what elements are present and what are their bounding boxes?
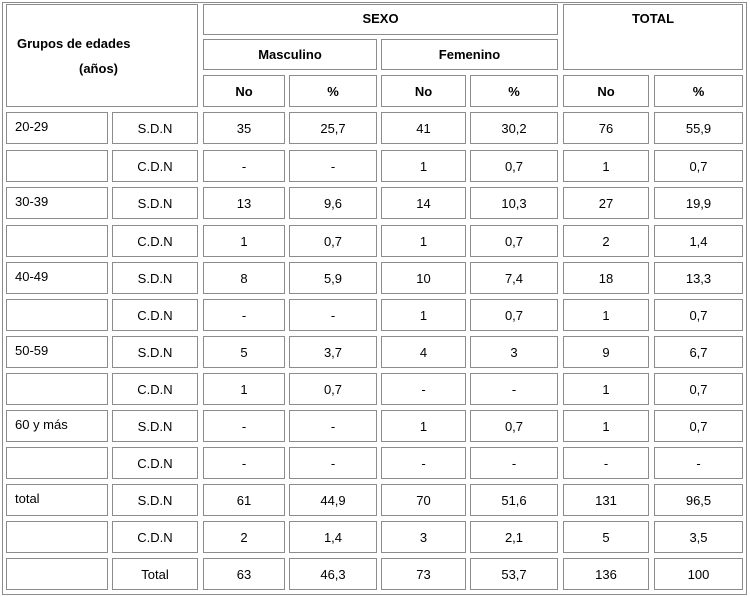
cell-group <box>6 150 108 182</box>
cell-total-no: 136 <box>563 558 649 590</box>
cell-type: C.D.N <box>112 447 198 479</box>
cell-masculino-pct: - <box>289 299 377 331</box>
cell-type: C.D.N <box>112 225 198 257</box>
header-group-cell <box>6 4 198 107</box>
cell-femenino-pct: 0,7 <box>470 299 558 331</box>
cell-femenino-pct: 2,1 <box>470 521 558 553</box>
cell-total-pct: 100 <box>654 558 743 590</box>
cell-group <box>6 521 108 553</box>
cell-group: 20-29 <box>6 112 108 144</box>
cell-total-no: 1 <box>563 410 649 442</box>
cell-masculino-no: 1 <box>203 373 285 405</box>
cell-group <box>6 299 108 331</box>
cell-masculino-no: 61 <box>203 484 285 516</box>
cell-femenino-pct: 30,2 <box>470 112 558 144</box>
cell-type: S.D.N <box>112 262 198 294</box>
cell-total-pct: 0,7 <box>654 150 743 182</box>
cell-total-pct: 13,3 <box>654 262 743 294</box>
cell-femenino-no: 70 <box>381 484 466 516</box>
cell-group: 30-39 <box>6 187 108 219</box>
cell-type: S.D.N <box>112 112 198 144</box>
cell-type: S.D.N <box>112 187 198 219</box>
cell-total-pct: 0,7 <box>654 299 743 331</box>
cell-group: 60 y más <box>6 410 108 442</box>
cell-total-no: 1 <box>563 150 649 182</box>
header-total: TOTAL <box>563 4 743 70</box>
cell-masculino-pct: 0,7 <box>289 225 377 257</box>
cell-masculino-no: 13 <box>203 187 285 219</box>
cell-femenino-no: 4 <box>381 336 466 368</box>
cell-total-pct: 3,5 <box>654 521 743 553</box>
cell-femenino-no: 1 <box>381 299 466 331</box>
cell-femenino-no: 1 <box>381 225 466 257</box>
cell-masculino-no: - <box>203 447 285 479</box>
header-masculino-pct: % <box>289 75 377 107</box>
cell-femenino-pct: - <box>470 373 558 405</box>
cell-total-no: 76 <box>563 112 649 144</box>
cell-masculino-no: 2 <box>203 521 285 553</box>
cell-femenino-no: 41 <box>381 112 466 144</box>
header-masculino-no: No <box>203 75 285 107</box>
header-masculino: Masculino <box>203 39 377 70</box>
header-total-pct: % <box>654 75 743 107</box>
cell-total-no: 1 <box>563 373 649 405</box>
cell-total-pct: 0,7 <box>654 410 743 442</box>
header-group-label-line1: Grupos de edades <box>17 35 131 51</box>
cell-type: C.D.N <box>112 150 198 182</box>
cell-femenino-no: 73 <box>381 558 466 590</box>
cell-femenino-no: 1 <box>381 150 466 182</box>
cell-masculino-pct: 25,7 <box>289 112 377 144</box>
cell-total-no: 2 <box>563 225 649 257</box>
cell-total-pct: 0,7 <box>654 373 743 405</box>
cell-masculino-no: - <box>203 410 285 442</box>
cell-masculino-no: 35 <box>203 112 285 144</box>
cell-type: C.D.N <box>112 299 198 331</box>
cell-femenino-pct: 0,7 <box>470 150 558 182</box>
cell-masculino-pct: 3,7 <box>289 336 377 368</box>
cell-femenino-no: 14 <box>381 187 466 219</box>
cell-femenino-pct: 0,7 <box>470 225 558 257</box>
cell-masculino-no: 1 <box>203 225 285 257</box>
cell-femenino-pct: 53,7 <box>470 558 558 590</box>
cell-total-no: - <box>563 447 649 479</box>
header-total-no: No <box>563 75 649 107</box>
cell-masculino-pct: 0,7 <box>289 373 377 405</box>
cell-masculino-no: - <box>203 299 285 331</box>
cell-femenino-pct: 51,6 <box>470 484 558 516</box>
cell-total-pct: 19,9 <box>654 187 743 219</box>
cell-total-no: 9 <box>563 336 649 368</box>
cell-masculino-no: 63 <box>203 558 285 590</box>
cell-group <box>6 447 108 479</box>
cell-masculino-pct: - <box>289 150 377 182</box>
cell-type: S.D.N <box>112 410 198 442</box>
cell-masculino-pct: 44,9 <box>289 484 377 516</box>
cell-group <box>6 558 108 590</box>
cell-masculino-pct: 46,3 <box>289 558 377 590</box>
cell-group: total <box>6 484 108 516</box>
cell-group <box>6 373 108 405</box>
cell-total-no: 27 <box>563 187 649 219</box>
cell-total-no: 1 <box>563 299 649 331</box>
cell-total-no: 18 <box>563 262 649 294</box>
cell-group: 40-49 <box>6 262 108 294</box>
cell-masculino-no: 8 <box>203 262 285 294</box>
cell-total-no: 131 <box>563 484 649 516</box>
cell-total-pct: 6,7 <box>654 336 743 368</box>
cell-masculino-pct: 9,6 <box>289 187 377 219</box>
cell-masculino-pct: - <box>289 410 377 442</box>
cell-total-pct: 55,9 <box>654 112 743 144</box>
cell-femenino-pct: 3 <box>470 336 558 368</box>
cell-type: C.D.N <box>112 373 198 405</box>
cell-type: S.D.N <box>112 336 198 368</box>
cell-total-pct: - <box>654 447 743 479</box>
cell-femenino-no: - <box>381 373 466 405</box>
cell-type: Total <box>112 558 198 590</box>
header-group-label-line2: (años) <box>79 60 118 76</box>
cell-masculino-pct: 1,4 <box>289 521 377 553</box>
cell-femenino-pct: 0,7 <box>470 410 558 442</box>
cell-type: C.D.N <box>112 521 198 553</box>
cell-group: 50-59 <box>6 336 108 368</box>
header-femenino-pct: % <box>470 75 558 107</box>
cell-type: S.D.N <box>112 484 198 516</box>
cell-femenino-no: 10 <box>381 262 466 294</box>
header-femenino-no: No <box>381 75 466 107</box>
cell-masculino-no: - <box>203 150 285 182</box>
cell-femenino-no: 1 <box>381 410 466 442</box>
cell-femenino-pct: 10,3 <box>470 187 558 219</box>
cell-femenino-pct: - <box>470 447 558 479</box>
header-femenino: Femenino <box>381 39 558 70</box>
cell-total-pct: 1,4 <box>654 225 743 257</box>
cell-total-no: 5 <box>563 521 649 553</box>
cell-femenino-no: - <box>381 447 466 479</box>
cell-masculino-pct: 5,9 <box>289 262 377 294</box>
cell-group <box>6 225 108 257</box>
cell-masculino-no: 5 <box>203 336 285 368</box>
cell-femenino-pct: 7,4 <box>470 262 558 294</box>
cell-masculino-pct: - <box>289 447 377 479</box>
cell-total-pct: 96,5 <box>654 484 743 516</box>
cell-femenino-no: 3 <box>381 521 466 553</box>
header-sexo: SEXO <box>203 4 558 35</box>
